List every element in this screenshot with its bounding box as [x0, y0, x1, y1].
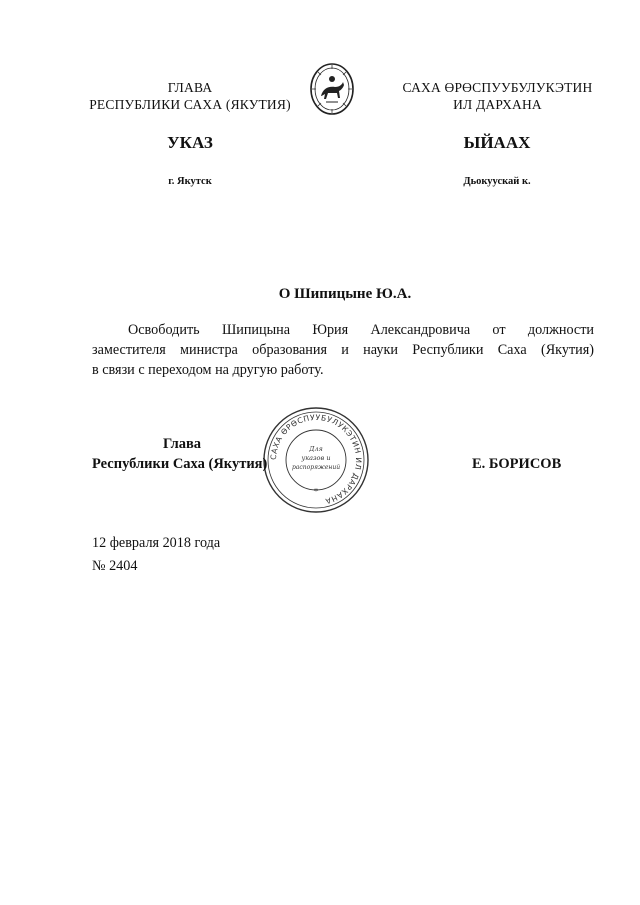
signature-position-line2: Республики Саха (Якутия) — [92, 456, 268, 472]
header-left-line2: РЕСПУБЛИКИ САХА (ЯКУТИЯ) — [89, 97, 291, 112]
title-ukaz: УКАЗ — [167, 133, 213, 152]
title-yiaakh: ЫЙААХ — [463, 133, 531, 152]
body-line-2: заместителя министра образования и науки Республики Саха (Якутия) — [92, 342, 594, 358]
header-right-line2: ИЛ ДАРХАНА — [453, 97, 542, 112]
stamp-inner-line2: указов и — [301, 454, 331, 462]
document-date: 12 февраля 2018 года — [92, 535, 221, 551]
document-number: № 2404 — [92, 558, 138, 574]
stamp-inner-line1: Для — [309, 445, 323, 453]
stamp-star-top: * — [314, 487, 318, 496]
city-right: Дьокуускай к. — [463, 176, 531, 187]
official-stamp — [262, 406, 370, 514]
body-line-1: Освободить Шипицына Юрия Александровича от должности — [128, 322, 594, 338]
header-right-line1: САХА ӨРӨСПУУБУЛУКЭТИН — [402, 80, 593, 95]
coat-of-arms-emblem — [309, 62, 355, 116]
signature-name: Е. БОРИСОВ — [472, 456, 562, 472]
document-subject: О Шипицыне Ю.А. — [278, 286, 412, 302]
stamp-inner-line3: распоряжений — [291, 464, 341, 471]
body-line-3: в связи с переходом на другую работу. — [92, 362, 324, 378]
city-left: г. Якутск — [168, 176, 212, 187]
header-left-line1: ГЛАВА — [167, 80, 213, 95]
signature-position-line1: Глава — [163, 436, 202, 452]
stamp-ring-text: САХА ӨРӨСПУУБУЛУКЭТИН ИЛ ДАРХАНА — [268, 412, 364, 506]
